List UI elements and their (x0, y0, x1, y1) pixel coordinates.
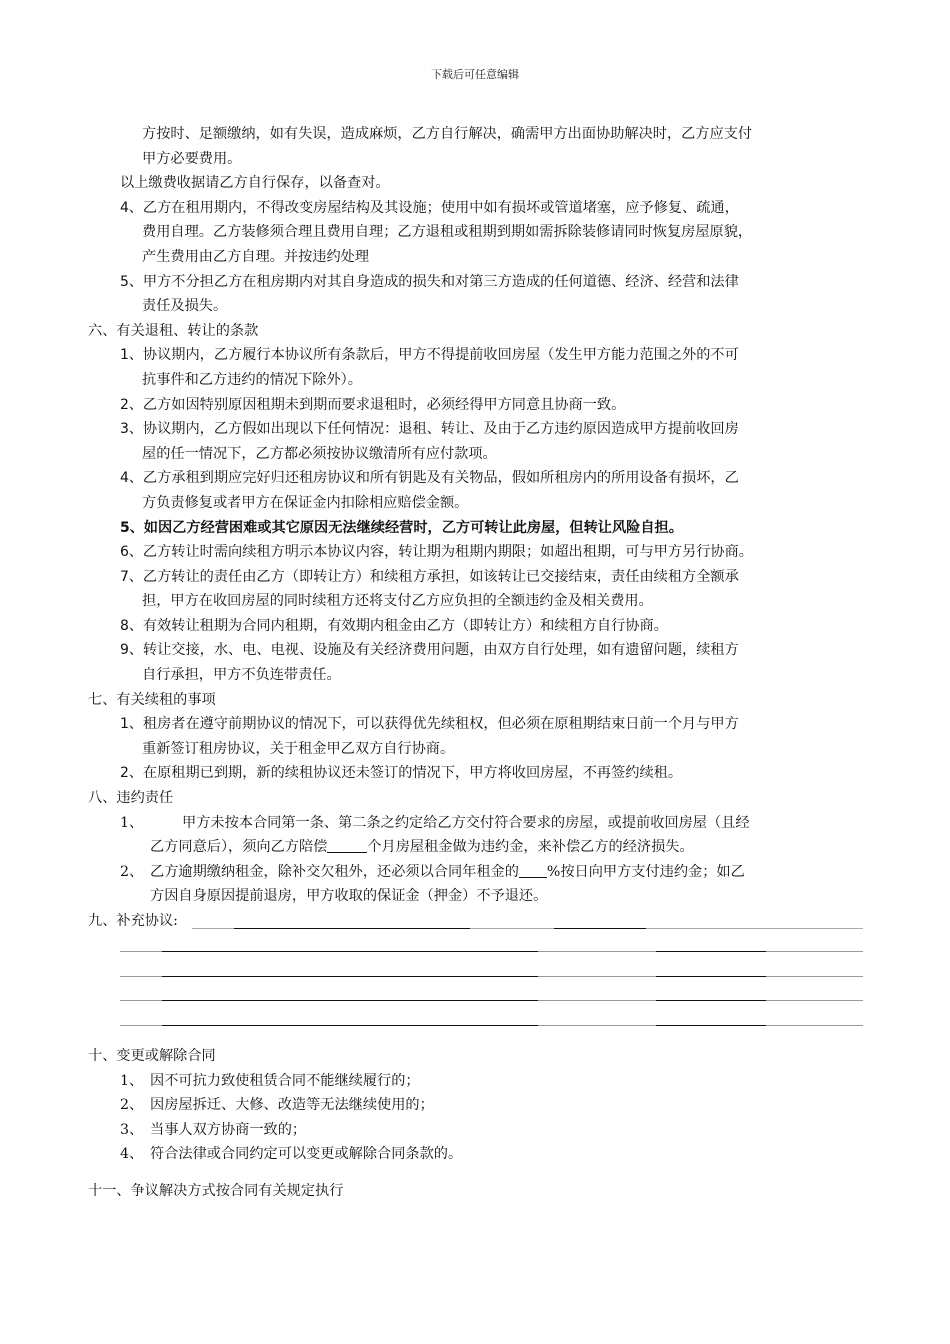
supplement-row[interactable] (88, 1007, 863, 1032)
clause-line: 担，甲方在收回房屋的同时续租方还将支付乙方应负担的全额违约金及相关费用。 (142, 593, 653, 610)
supplement-row (88, 909, 863, 934)
clause-number: 7、 (120, 568, 143, 585)
clause-text: 个月房屋租金做为违约金，来补偿乙方的经济损失。 (367, 839, 694, 856)
clause-line: 方因自身原因提前退房，甲方收取的保证金（押金）不予退还。 (150, 888, 548, 905)
page-header: 下载后可任意编辑 (431, 68, 519, 81)
clause-line (88, 835, 863, 860)
clause-text: 乙方同意后），须向乙方陪偿 (150, 839, 328, 856)
clause-text: 甲方不分担乙方在租房期内对其自身造成的损失和对第三方造成的任何道德、经济、经营和法律 (142, 273, 739, 290)
contract-body (88, 122, 863, 1204)
supplement-segment (656, 976, 766, 977)
supplement-segment (162, 976, 338, 977)
clause-text: 因房屋拆迁、大修、改造等无法继续使用的； (150, 1097, 434, 1114)
section-heading-8: 八、违约责任 (88, 790, 174, 807)
clause-number: 2、 (120, 396, 143, 413)
supplement-row[interactable] (88, 934, 863, 959)
clause-line: 屋的任一情况下，乙方都必须按协议缴清所有应付款项。 (142, 445, 497, 462)
clause-number: 3、 (120, 1121, 144, 1138)
supplement-segment (162, 951, 338, 952)
clause-line: 费用自理。乙方装修须合理且费用自理；乙方退租或租期到期如需拆除装修请同时恢复房屋原貌， (142, 224, 753, 241)
clause-number: 1、 (120, 347, 143, 364)
supplement-row[interactable] (88, 958, 863, 983)
clause-line: 重新签订租房协议，关于租金甲乙双方自行协商。 (142, 740, 455, 757)
clause-number: 2、 (120, 863, 144, 880)
clause-number: 4、 (120, 1146, 144, 1163)
clause-8-1 (88, 811, 863, 836)
clause-number: 1、 (120, 716, 143, 733)
supplement-segment (338, 1025, 538, 1026)
supplement-segment (234, 928, 470, 929)
clause-7-2 (88, 761, 863, 786)
clause-line: 责任及损失。 (142, 298, 228, 315)
clause-6-8 (88, 614, 863, 639)
clause-number: 4、 (120, 470, 143, 487)
clause-text: 协议期内，乙方假如出现以下任何情况：退租、转让、及由于乙方违约原因造成甲方提前收回房 (142, 421, 739, 438)
clause-5-4 (88, 196, 863, 221)
supplement-segment (338, 951, 538, 952)
paragraph-line: 甲方必要费用。 (142, 150, 242, 167)
clause-number: 5、 (120, 273, 143, 290)
clause-text: 甲方未按本合同第一条、第二条之约定给乙方交付符合要求的房屋，或提前收回房屋（且经 (182, 814, 750, 831)
clause-text: 乙方转让时需向续租方明示本协议内容，转让期为租期内期限；如超出租期，可与甲方另行协商。 (142, 544, 753, 561)
clause-text: 如因乙方经营困难或其它原因无法继续经营时，乙方可转让此房屋，但转让风险自担。 (143, 519, 683, 536)
clause-text: 符合法律或合同约定可以变更或解除合同条款的。 (150, 1146, 463, 1163)
clause-6-4 (88, 466, 863, 491)
clause-10-2 (88, 1093, 863, 1118)
clause-number: 6、 (120, 544, 143, 561)
clause-text: 在原租期已到期，新的续租协议还未签订的情况下，甲方将收回房屋，不再签约续租。 (142, 765, 683, 782)
supplement-segment (554, 928, 646, 929)
clause-5-5 (88, 270, 863, 295)
clause-text: 当事人双方协商一致的； (150, 1121, 307, 1138)
clause-text: %按日向甲方支付违约金；如乙 (546, 863, 745, 880)
clause-text: 因不可抗力致使租赁合同不能继续履行的； (150, 1072, 420, 1089)
clause-line: 方负责修复或者甲方在保证金内扣除相应赔偿金额。 (142, 494, 469, 511)
clause-number: 2、 (120, 1097, 144, 1114)
supplement-segment (338, 976, 538, 977)
clause-6-3 (88, 417, 863, 442)
clause-text: 协议期内，乙方履行本协议所有条款后，甲方不得提前收回房屋（发生甲方能力范围之外的不可 (142, 347, 739, 364)
clause-6-6 (88, 540, 863, 565)
supplement-segment (656, 1025, 766, 1026)
paragraph-line: 以上缴费收据请乙方自行保存，以备查对。 (120, 175, 390, 192)
clause-10-1 (88, 1069, 863, 1094)
spacer (88, 1032, 863, 1044)
clause-text: 有效转让租期为合同内租期，有效期内租金由乙方（即转让方）和续租方自行协商。 (142, 617, 668, 634)
clause-text: 乙方在租用期内，不得改变房屋结构及其设施；使用中如有损坏或管道堵塞，应予修复、疏通， (142, 199, 739, 216)
clause-6-5 (88, 516, 863, 541)
spacer (88, 1167, 863, 1179)
clause-6-9 (88, 638, 863, 663)
clause-number: 5、 (120, 519, 144, 536)
clause-6-7 (88, 565, 863, 590)
clause-text: 乙方承租到期应完好归还租房协议和所有钥匙及有关物品，假如所租房内的所用设备有损坏，乙 (142, 470, 739, 487)
clause-line: 抗事件和乙方违约的情况下除外）。 (142, 371, 362, 388)
clause-10-3 (88, 1118, 863, 1143)
clause-10-4 (88, 1142, 863, 1167)
blank-field[interactable] (327, 836, 367, 853)
clause-number: 3、 (120, 421, 143, 438)
supplement-row[interactable] (88, 983, 863, 1008)
section-heading-10: 十、变更或解除合同 (88, 1047, 216, 1064)
clause-number: 8、 (120, 617, 143, 634)
supplement-segment (162, 1025, 338, 1026)
supplement-segment (162, 1000, 338, 1001)
clause-7-1 (88, 712, 863, 737)
clause-number: 9、 (120, 642, 143, 659)
clause-text: 乙方如因特别原因租期未到期而要求退租时，必须经得甲方同意且协商一致。 (142, 396, 626, 413)
blank-field[interactable] (519, 861, 547, 878)
clause-text: 乙方转让的责任由乙方（即转让方）和续租方承担，如该转让已交接结束，责任由续租方全额承 (142, 568, 739, 585)
clause-text: 转让交接，水、电、电视、设施及有关经济费用问题，由双方自行处理，如有遗留问题，续租方 (142, 642, 739, 659)
clause-text: 租房者在遵守前期协议的情况下，可以获得优先续租权，但必须在原租期结束日前一个月与甲方 (142, 716, 739, 733)
section-heading-7: 七、有关续租的事项 (88, 691, 216, 708)
clause-text: 乙方逾期缴纳租金，除补交欠租外，还必须以合同年租金的 (150, 863, 519, 880)
clause-6-1 (88, 343, 863, 368)
clause-number: 1、 (120, 1072, 144, 1089)
supplement-segment (338, 1000, 538, 1001)
section-heading-6: 六、有关退租、转让的条款 (88, 322, 259, 339)
clause-8-2 (88, 860, 863, 885)
clause-number: 2、 (120, 765, 143, 782)
clause-line: 产生费用由乙方自理。并按违约处理 (142, 248, 370, 265)
clause-number: 1、 (120, 814, 144, 831)
supplement-segment (656, 1000, 766, 1001)
paragraph-line: 方按时、足额缴纳，如有失误，造成麻烦，乙方自行解决，确需甲方出面协助解决时，乙方应支付 (142, 126, 753, 142)
section-heading-11: 十一、争议解决方式按合同有关规定执行 (88, 1182, 344, 1199)
supplement-segment (656, 951, 766, 952)
clause-number: 4、 (120, 199, 143, 216)
clause-line: 自行承担，甲方不负连带责任。 (142, 667, 341, 684)
clause-6-2 (88, 393, 863, 418)
section-heading-9: 九、补充协议: (88, 913, 178, 929)
